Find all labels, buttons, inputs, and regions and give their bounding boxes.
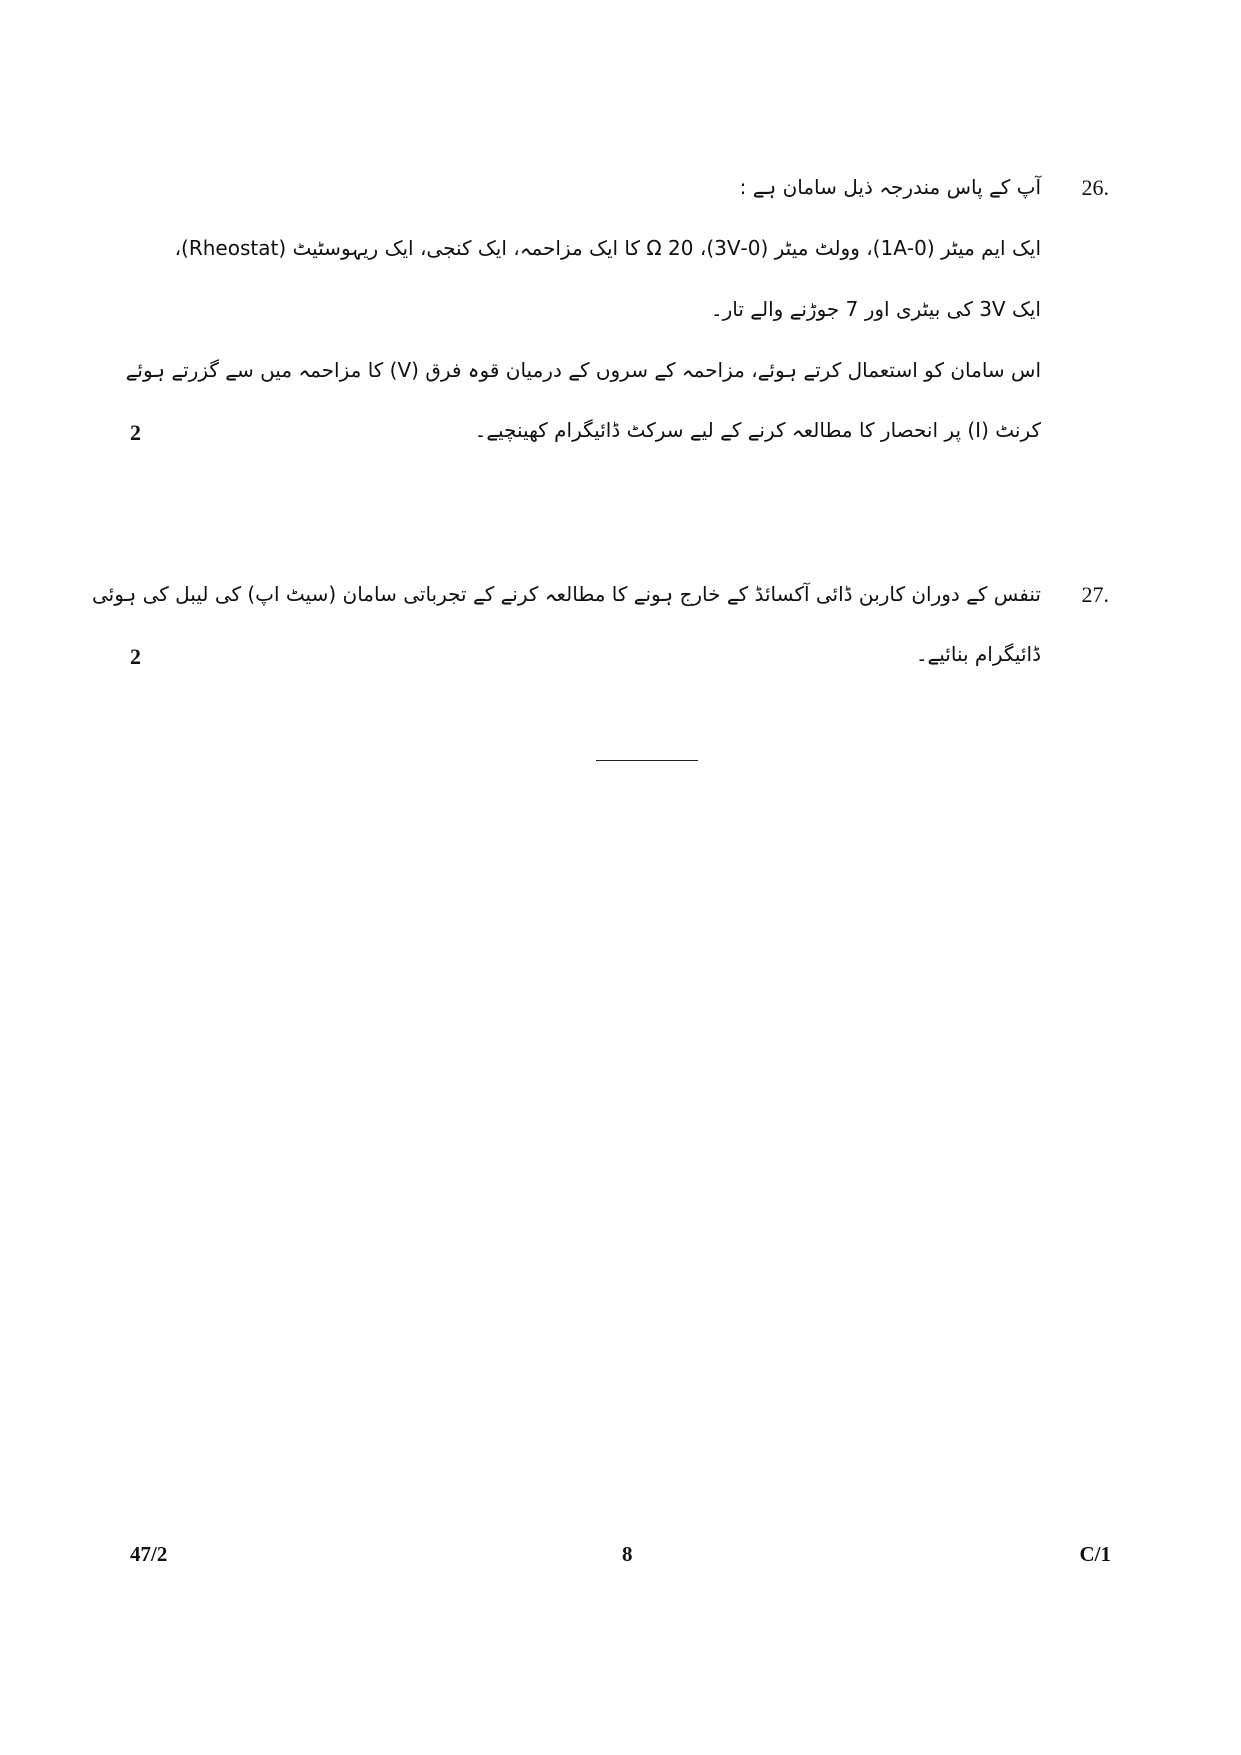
question-line: ایک 3V کی بیٹری اور 7 جوڑنے والے تار۔ — [710, 297, 1041, 321]
question-number: 26. — [1081, 175, 1109, 200]
question-line: ڈائیگرام بنائیے۔ — [915, 642, 1041, 666]
question-line: اس سامان کو استعمال کرتے ہوئے، مزاحمہ کے سروں کے درمیان قوہ فرق (V) کا مزاحمہ میں سے گزرتے ہوئے — [125, 358, 1041, 382]
marks: 2 — [130, 644, 141, 669]
set-code: C/1 — [1079, 1542, 1111, 1566]
question-line: آپ کے پاس مندرجہ ذیل سامان ہے : — [739, 175, 1041, 199]
paper-code: 47/2 — [130, 1542, 168, 1566]
question-line: تنفس کے دوران کاربن ڈائی آکسائڈ کے خارج ہونے کا مطالعہ کرنے کے تجرباتی سامان (سیٹ اپ) کی لیبل کی ہوئی — [91, 582, 1041, 606]
question-line: ایک ایم میٹر (0-1A)، وولٹ میٹر (0-3V)، Ω 20 کا ایک مزاحمہ، ایک کنجی، ایک ریہوسٹیٹ (Rheostat)، — [174, 236, 1041, 260]
marks: 2 — [130, 420, 141, 445]
question-line: کرنٹ (I) پر انحصار کا مطالعہ کرنے کے لیے سرکٹ ڈائیگرام کھینچیے۔ — [474, 418, 1041, 442]
page-number: 8 — [622, 1542, 633, 1566]
end-divider — [596, 760, 698, 761]
question-number: 27. — [1081, 582, 1109, 607]
